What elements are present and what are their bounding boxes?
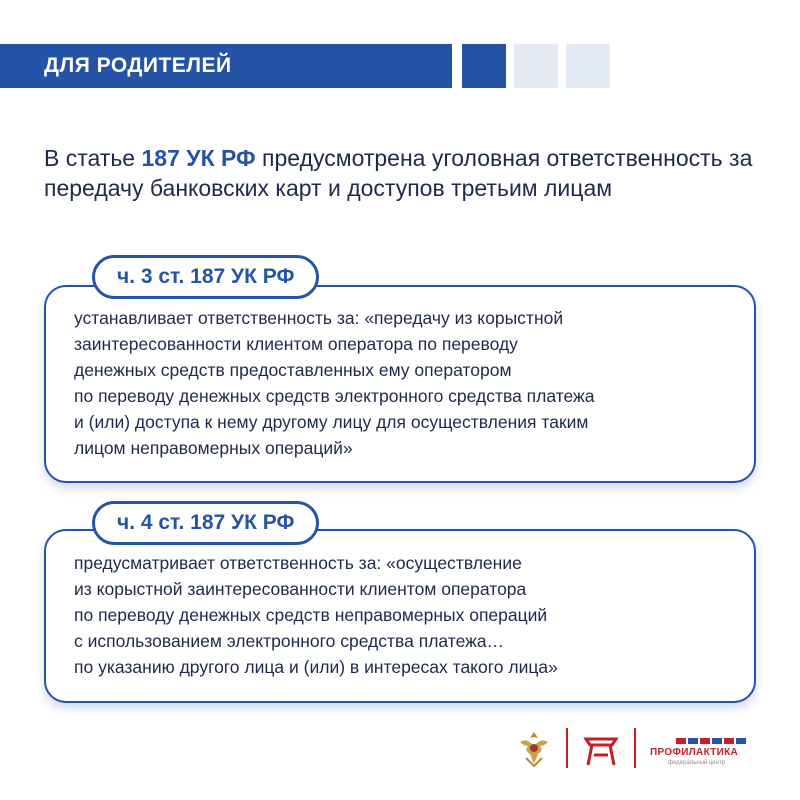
centre-logo-icon xyxy=(582,733,620,767)
decor-square-dark xyxy=(462,44,506,88)
article-label-badge: ч. 3 ст. 187 УК РФ xyxy=(92,255,319,299)
card-text-line: по указанию другого лица и (или) в интересах такого лица» xyxy=(74,657,558,677)
card-text-line: лицом неправомерных операций» xyxy=(74,438,353,458)
card-text-line: денежных средств предоставленных ему оператором xyxy=(74,360,512,380)
card-text-line: заинтересованности клиентом оператора по переводу xyxy=(74,334,518,354)
decor-square-light xyxy=(514,44,558,88)
footer-divider xyxy=(634,728,636,768)
brand-stripes-icon xyxy=(676,738,756,744)
eagle-emblem-icon xyxy=(514,728,554,768)
footer-divider xyxy=(566,728,568,768)
article-label-badge: ч. 4 ст. 187 УК РФ xyxy=(92,501,319,545)
article-card-text xyxy=(74,550,558,680)
card-text-line: по переводу денежных средств электронного средства платежа xyxy=(74,386,595,406)
card-text-line: предусматривает ответственность за: «осуществление xyxy=(74,553,522,573)
brand-subtitle: федеральный центр xyxy=(668,760,726,766)
intro-text-end: предусмотрена уголовная ответственность за передачу банковских карт и доступов третьим лицам xyxy=(44,145,753,201)
card-text-line: и (или) доступа к нему другому лицу для осуществления таким xyxy=(74,412,589,432)
card-text-line: из корыстной заинтересованности клиентом оператора xyxy=(74,579,527,599)
card-text-line: устанавливает ответственность за: «передачу из корыстной xyxy=(74,308,564,328)
article-card-text xyxy=(74,305,595,461)
page-title: ДЛЯ РОДИТЕЛЕЙ xyxy=(44,54,232,77)
card-text-line: с использованием электронного средства платежа… xyxy=(74,631,505,651)
decor-square-light xyxy=(566,44,610,88)
intro-text-start: В статье xyxy=(44,145,142,171)
card-text-line: по переводу денежных средств неправомерных операций xyxy=(74,605,548,625)
brand-title: ПРОФИЛАКТИКА xyxy=(650,747,739,758)
intro-paragraph xyxy=(44,143,764,203)
article-highlight: 187 УК РФ xyxy=(141,145,256,171)
